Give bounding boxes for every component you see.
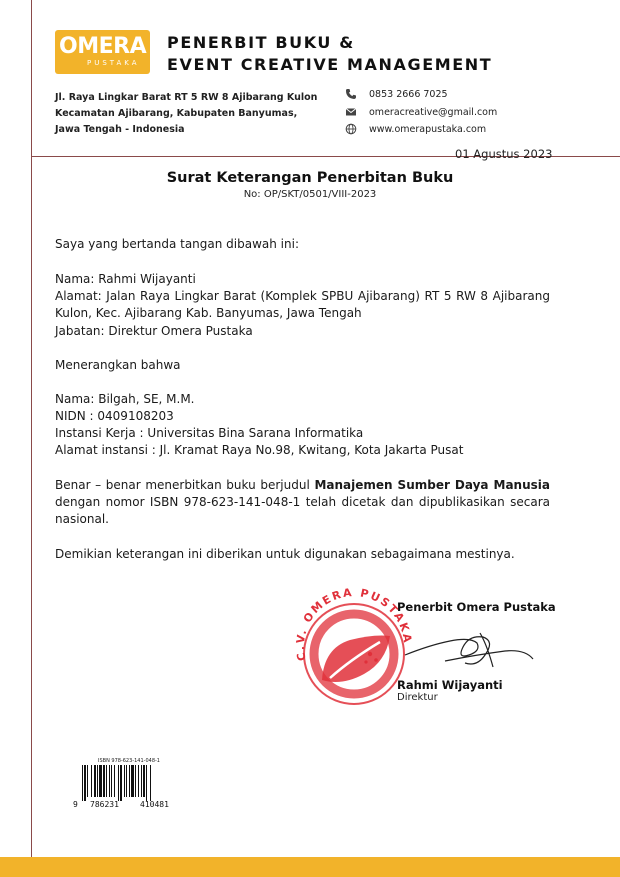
omera-logo bbox=[55, 30, 150, 74]
barcode-bar bbox=[118, 765, 119, 801]
contact-phone bbox=[345, 88, 448, 100]
statement-pre: Benar – benar menerbitkan buku berjudul bbox=[55, 478, 315, 492]
isbn-barcode bbox=[82, 765, 180, 805]
company-name-line1: PENERBIT BUKU & bbox=[167, 33, 355, 52]
barcode-bar bbox=[146, 765, 147, 801]
barcode-bar bbox=[141, 765, 142, 797]
barcode-bar bbox=[97, 765, 98, 797]
barcode-bar bbox=[106, 765, 107, 797]
letter-title: Surat Keterangan Penerbitan Buku bbox=[166, 170, 454, 186]
contact-email bbox=[345, 106, 497, 118]
barcode-bar bbox=[84, 765, 86, 801]
barcode-bar bbox=[129, 765, 130, 797]
address-line: Jawa Tengah - Indonesia bbox=[55, 124, 185, 135]
barcode-bar bbox=[126, 765, 127, 797]
phone-icon bbox=[345, 88, 357, 100]
book-title: Manajemen Sumber Daya Manusia bbox=[314, 478, 550, 492]
barcode-bar bbox=[82, 765, 83, 801]
barcode-bar bbox=[124, 765, 125, 797]
signer-address: Alamat: Jalan Raya Lingkar Barat (Komplek SPBU Ajibarang) RT 5 RW 8 Ajibarang Kulon, Kec. Ajibarang Kab. Banyumas, Jawa Tengah bbox=[55, 289, 550, 320]
author-institution-address: Alamat instansi : Jl. Kramat Raya No.98, Kwitang, Kota Jakarta Pusat bbox=[55, 443, 464, 457]
logo-text: OMERA bbox=[59, 34, 147, 59]
signatory-position: Direktur bbox=[397, 692, 438, 703]
letter-date: 01 Agustus 2023 bbox=[455, 147, 553, 161]
barcode-bar bbox=[150, 765, 151, 801]
barcode-first-digit: 9 bbox=[73, 800, 78, 809]
barcode-bar bbox=[143, 765, 145, 797]
globe-icon bbox=[345, 123, 357, 135]
barcode-bar bbox=[120, 765, 122, 801]
barcode-right-digits: 410481 bbox=[140, 800, 169, 809]
barcode-bar bbox=[131, 765, 134, 797]
author-name: Nama: Bilgah, SE, M.M. bbox=[55, 392, 195, 406]
contact-website-text: www.omerapustaka.com bbox=[369, 123, 487, 135]
barcode-bar bbox=[114, 765, 115, 797]
email-icon bbox=[345, 106, 357, 118]
signature-organization: Penerbit Omera Pustaka bbox=[397, 600, 556, 614]
contact-email-text: omeracreative@gmail.com bbox=[369, 106, 498, 118]
isbn-label: ISBN 978-623-141-048-1 bbox=[98, 758, 160, 764]
opening-line: Saya yang bertanda tangan dibawah ini: bbox=[55, 237, 299, 251]
statement-post: dengan nomor ISBN 978-623-141-048-1 telah dicetak dan dipublikasikan secara nasional. bbox=[55, 495, 550, 526]
contact-website bbox=[345, 123, 486, 135]
letter-number: No: OP/SKT/0501/VIII-2023 bbox=[243, 189, 377, 200]
barcode-bar bbox=[103, 765, 105, 797]
author-institution: Instansi Kerja : Universitas Bina Sarana Informatika bbox=[55, 426, 364, 440]
stamp-text: C.V. OMERA PUSTAKA bbox=[293, 585, 415, 662]
signer-name: Nama: Rahmi Wijayanti bbox=[55, 272, 196, 286]
author-nidn: NIDN : 0409108203 bbox=[55, 409, 174, 423]
barcode-left-digits: 786231 bbox=[90, 800, 119, 809]
declares-line: Menerangkan bahwa bbox=[55, 358, 181, 372]
barcode-bar bbox=[99, 765, 102, 797]
closing-line: Demikian keterangan ini diberikan untuk digunakan sebagaimana mestinya. bbox=[55, 547, 515, 561]
barcode-bar bbox=[91, 765, 92, 797]
contact-phone-text: 0853 2666 7025 bbox=[369, 88, 448, 100]
signatory-name: Rahmi Wijayanti bbox=[397, 678, 503, 692]
statement-paragraph bbox=[55, 477, 550, 528]
barcode-bar bbox=[87, 765, 88, 797]
barcode-bar bbox=[138, 765, 139, 797]
handwritten-signature bbox=[385, 615, 535, 685]
barcode-bar bbox=[109, 765, 110, 797]
signer-position: Jabatan: Direktur Omera Pustaka bbox=[55, 324, 253, 338]
barcode-bar bbox=[111, 765, 112, 797]
footer-band bbox=[0, 857, 620, 877]
company-address bbox=[55, 90, 317, 138]
logo-subtext: PUSTAKA bbox=[87, 59, 140, 67]
barcode-bar bbox=[94, 765, 96, 797]
left-margin-rule bbox=[31, 0, 32, 877]
address-line: Kecamatan Ajibarang, Kabupaten Banyumas, bbox=[55, 108, 298, 119]
company-name-line2: EVENT CREATIVE MANAGEMENT bbox=[167, 55, 493, 74]
address-line: Jl. Raya Lingkar Barat RT 5 RW 8 Ajibarang Kulon bbox=[55, 92, 318, 103]
barcode-bar bbox=[135, 765, 136, 797]
